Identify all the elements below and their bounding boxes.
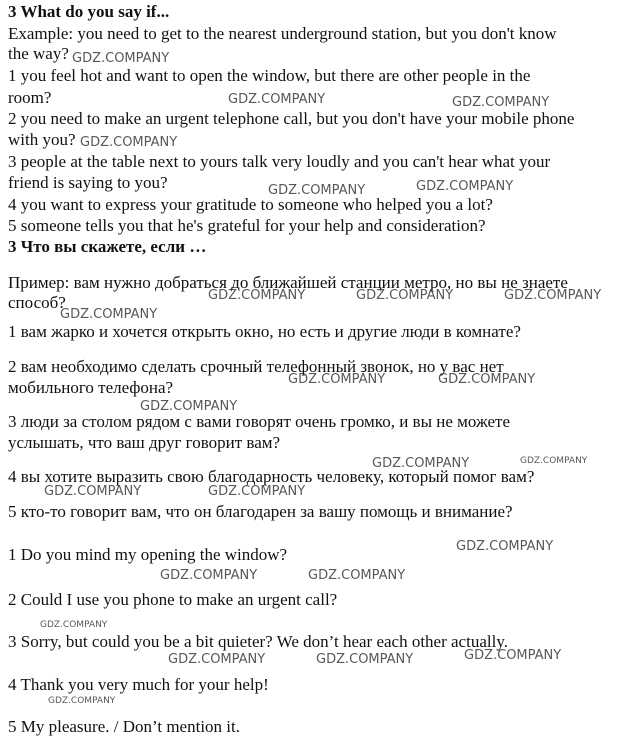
english-item-1-line-2: room? xyxy=(8,88,52,107)
russian-example-line-1: Пример: вам нужно добраться до ближайшей станции метро, но вы не знаете xyxy=(8,273,568,292)
watermark: GDZ.COMPANY xyxy=(504,288,602,303)
russian-item-2-line-1: 2 вам необходимо сделать срочный телефонный звонок, но у вас нет xyxy=(8,357,504,376)
russian-item-5: 5 кто-то говорит вам, что он благодарен за вашу помощь и внимание? xyxy=(8,502,513,521)
english-item-4: 4 you want to express your gratitude to someone who helped you a lot? xyxy=(8,195,493,214)
answer-2: 2 Could I use you phone to make an urgent call? xyxy=(8,590,338,609)
watermark: GDZ.COMPANY xyxy=(316,652,414,667)
russian-example-line-2: способ? xyxy=(8,293,66,312)
watermark: GDZ.COMPANY xyxy=(48,696,116,706)
english-item-1-line-1: 1 you feel hot and want to open the window, but there are other people in the xyxy=(8,66,531,85)
watermark: GDZ.COMPANY xyxy=(268,183,366,198)
english-heading: 3 What do you say if... xyxy=(8,2,170,21)
watermark: GDZ.COMPANY xyxy=(44,484,142,499)
watermark: GDZ.COMPANY xyxy=(168,652,266,667)
english-item-2-line-2: with you? xyxy=(8,130,76,149)
russian-item-3-line-2: услышать, что ваш друг говорит вам? xyxy=(8,433,281,452)
watermark: GDZ.COMPANY xyxy=(520,456,588,466)
answer-4: 4 Thank you very much for your help! xyxy=(8,675,269,694)
russian-heading: 3 Что вы скажете, если … xyxy=(8,237,207,256)
watermark: GDZ.COMPANY xyxy=(288,372,386,387)
watermark: GDZ.COMPANY xyxy=(208,484,306,499)
watermark: GDZ.COMPANY xyxy=(228,92,326,107)
english-item-3-line-1: 3 people at the table next to yours talk very loudly and you can't hear what your xyxy=(8,152,551,171)
russian-item-3-line-1: 3 люди за столом рядом с вами говорят очень громко, и вы не можете xyxy=(8,412,511,431)
watermark: GDZ.COMPANY xyxy=(464,648,562,663)
watermark: GDZ.COMPANY xyxy=(308,568,406,583)
answer-1: 1 Do you mind my opening the window? xyxy=(8,545,288,564)
answer-3: 3 Sorry, but could you be a bit quieter? We don’t hear each other actually. xyxy=(8,632,508,651)
english-item-3-line-2: friend is saying to you? xyxy=(8,173,168,192)
english-item-5: 5 someone tells you that he's grateful for your help and consideration? xyxy=(8,216,486,235)
english-example-line-2: the way? xyxy=(8,44,69,63)
russian-item-1: 1 вам жарко и хочется открыть окно, но есть и другие люди в комнате? xyxy=(8,322,521,341)
watermark: GDZ.COMPANY xyxy=(80,135,178,150)
answer-5: 5 My pleasure. / Don’t mention it. xyxy=(8,717,240,736)
watermark: GDZ.COMPANY xyxy=(72,51,170,66)
watermark: GDZ.COMPANY xyxy=(140,399,238,414)
english-example-line-1: Example: you need to get to the nearest underground station, but you don't know xyxy=(8,24,557,43)
watermark: GDZ.COMPANY xyxy=(438,372,536,387)
watermark: GDZ.COMPANY xyxy=(40,620,108,630)
watermark: GDZ.COMPANY xyxy=(452,95,550,110)
watermark: GDZ.COMPANY xyxy=(416,179,514,194)
watermark: GDZ.COMPANY xyxy=(60,307,158,322)
watermark: GDZ.COMPANY xyxy=(356,288,454,303)
watermark: GDZ.COMPANY xyxy=(160,568,258,583)
russian-item-2-line-2: мобильного телефона? xyxy=(8,378,174,397)
watermark: GDZ.COMPANY xyxy=(456,539,554,554)
english-item-2-line-1: 2 you need to make an urgent telephone call, but you don't have your mobile phone xyxy=(8,109,575,128)
watermark: GDZ.COMPANY xyxy=(372,456,470,471)
russian-item-4: 4 вы хотите выразить свою благодарность человеку, который помог вам? xyxy=(8,467,535,486)
watermark: GDZ.COMPANY xyxy=(208,288,306,303)
